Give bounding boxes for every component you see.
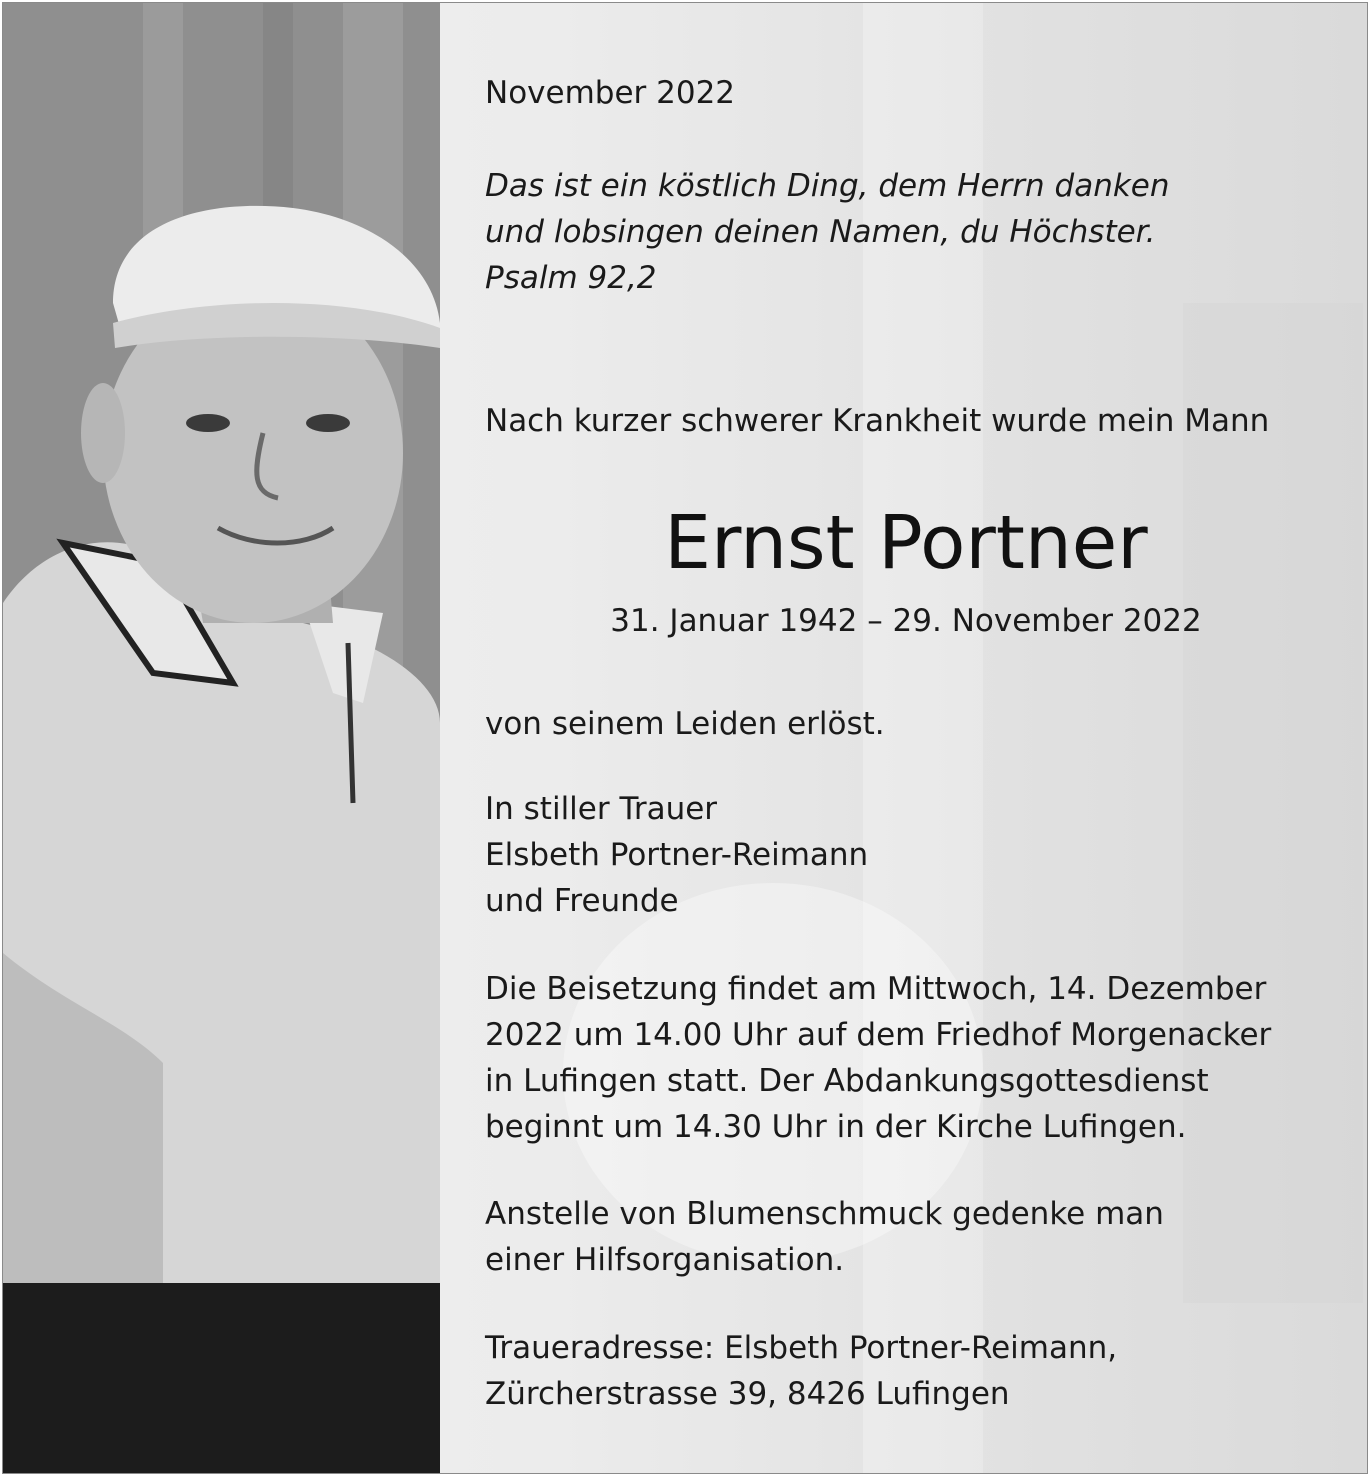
flowers-line: einer Hilfsorganisation.	[485, 1242, 845, 1278]
deceased-name: Ernst Portner	[664, 500, 1148, 586]
funeral-line: Die Beisetzung findet am Mittwoch, 14. Dezember	[485, 971, 1267, 1007]
life-dates: 31. Januar 1942 – 29. November 2022	[610, 603, 1202, 639]
address-line: Traueradresse: Elsbeth Portner-Reimann,	[485, 1330, 1118, 1366]
address-line: Zürcherstrasse 39, 8426 Lufingen	[485, 1376, 1010, 1412]
released-text: von seinem Leiden erlöst.	[485, 706, 885, 742]
mourners-line: Elsbeth Portner-Reimann	[485, 837, 869, 873]
flowers-line: Anstelle von Blumenschmuck gedenke man	[485, 1196, 1164, 1232]
funeral-line: in Lufingen statt. Der Abdankungsgottesdienst	[485, 1063, 1209, 1099]
portrait-illustration	[3, 3, 440, 1474]
verse-line: und lobsingen deinen Namen, du Höchster.	[485, 214, 1156, 250]
funeral-line: beginnt um 14.30 Uhr in der Kirche Lufingen.	[485, 1109, 1187, 1145]
funeral-line: 2022 um 14.00 Uhr auf dem Friedhof Morgenacker	[485, 1017, 1272, 1053]
portrait-photo	[3, 3, 440, 1474]
flowers-note	[485, 1191, 1164, 1283]
mourners-block	[485, 786, 868, 924]
verse-reference: Psalm 92,2	[485, 260, 657, 296]
background-dark-band	[1183, 303, 1363, 1303]
mourners-line: und Freunde	[485, 883, 679, 919]
psalm-verse	[485, 163, 1170, 301]
verse-line: Das ist ein köstlich Ding, dem Herrn danken	[485, 168, 1170, 204]
obituary-notice	[2, 2, 1368, 1474]
mourners-line: In stiller Trauer	[485, 791, 718, 827]
mourning-address	[485, 1325, 1117, 1417]
funeral-info	[485, 966, 1271, 1150]
intro-text: Nach kurzer schwerer Krankheit wurde mein Mann	[485, 403, 1270, 439]
notice-date: November 2022	[485, 75, 736, 111]
